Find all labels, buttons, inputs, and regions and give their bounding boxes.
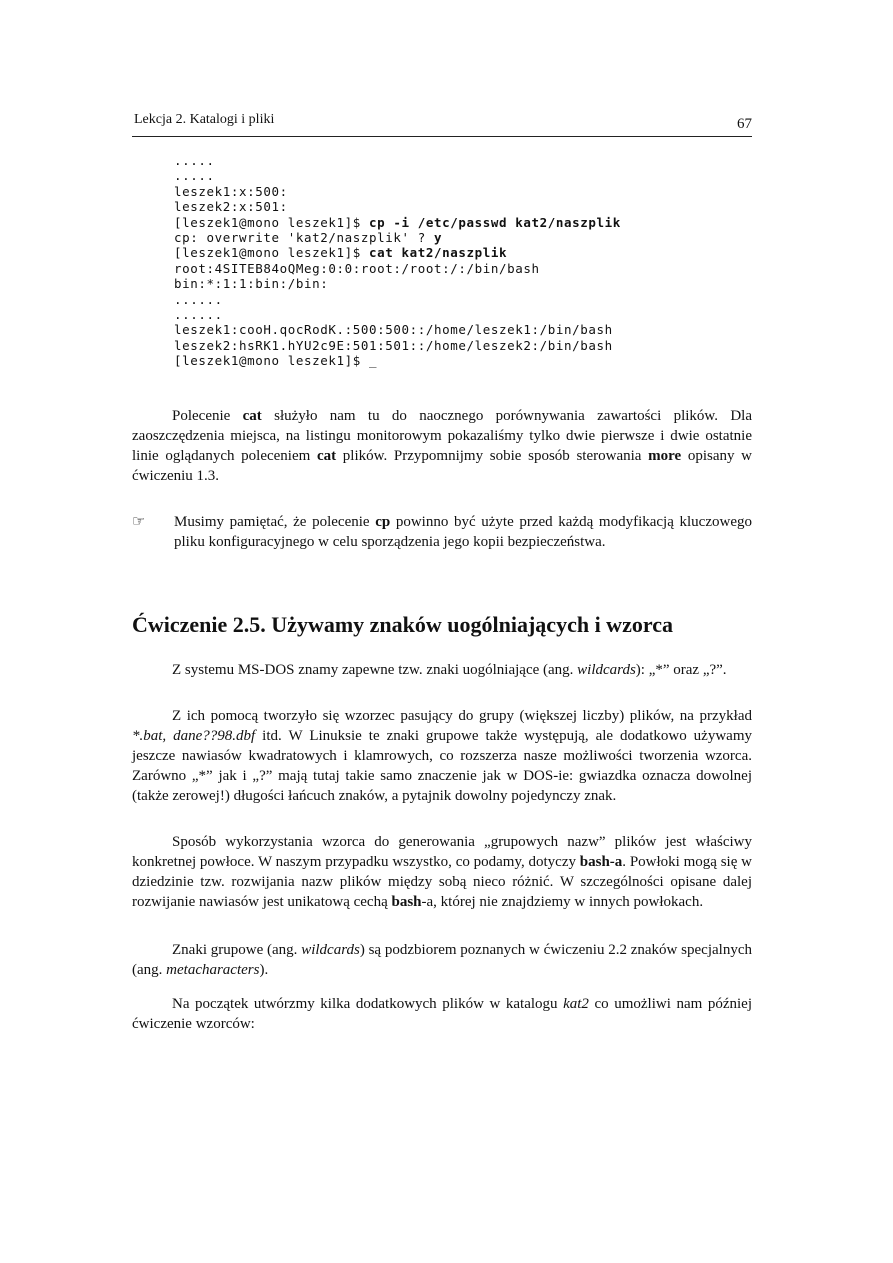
shell-prompt: [leszek1@mono leszek1]$ [174, 214, 370, 230]
paragraph-dos: Z systemu MS-DOS znamy zapewne tzw. znaki uogólniające (ang. wildcards): „*” oraz „?”. [172, 662, 727, 678]
listing-line [174, 245, 734, 260]
listing-line: leszek2:x:501: [174, 199, 288, 215]
running-title: Lekcja 2. Katalogi i pliki [134, 112, 275, 127]
listing-line: ..... [174, 168, 215, 184]
section-heading: Ćwiczenie 2.5. Używamy znaków uogólniających i wzorca [132, 612, 673, 637]
listing-line: root:4SITEB84oQMeg:0:0:root:/root:/:/bin/bash [174, 260, 540, 276]
listing-line: ..... [174, 153, 215, 168]
listing-line: bin:*:1:1:bin:/bin: [174, 276, 329, 292]
listing-line: ...... [174, 306, 223, 322]
listing-line [174, 230, 734, 245]
page-number: 67 [737, 116, 752, 132]
listing-line: ...... [174, 291, 223, 307]
listing-line [174, 215, 734, 230]
page-header [132, 110, 752, 137]
pointing-hand-icon: ☞ [132, 512, 146, 530]
shell-prompt: [leszek1@mono leszek1]$ [174, 245, 370, 261]
overwrite-prompt: cp: overwrite 'kat2/naszplik' ? [174, 229, 435, 245]
listing-line: leszek2:hsRK1.hYU2c9E:501:501::/home/leszek2:/bin/bash [174, 337, 613, 353]
paragraph-pattern: Z ich pomocą tworzyło się wzorzec pasujący do grupy (większej liczby) plików, na przykład *.bat, dane??98.dbf itd. W Linuksie te znaki grupowe także występują, ale dodatkowo używamy jeszcze nawiasów kwadratowych i klamrowych, co rozszerza nasze możliwości tworzenia wzorca. Zarówno „*” jak i „?” mają tutaj takie samo znaczenie jak w DOS-ie: gwiazdka oznacza dowolnej (także zerowej!) długości łańcuch znaków, a pytajnik dowolny pojedynczy znak. [132, 708, 753, 804]
listing-line: leszek1:cooH.qocRodK.:500:500::/home/leszek1:/bin/bash [174, 322, 613, 338]
terminal-listing [174, 153, 734, 368]
paragraph-cat: Polecenie cat służyło nam tu do naocznego porównywania zawartości plików. Dla zaoszczędzenia miejsca, na listingu monitorowym pokazaliśmy tylko dwie pierwsze i dwie ostatnie linie oglądanych poleceniem cat plików. Przypomnijmy sobie sposób sterowania more opisany w ćwiczeniu 1.3. [132, 408, 753, 484]
listing-line: [leszek1@mono leszek1]$ _ [174, 353, 378, 369]
note-text: Musimy pamiętać, że polecenie cp powinno być użyte przed każdą modyfikacją kluczowego pliku konfiguracyjnego w celu sporządzenia jego kopii bezpieczeństwa. [174, 514, 752, 550]
command-cp: cp -i /etc/passwd kat2/naszplik [369, 214, 621, 230]
paragraph-shell: Sposób wykorzystania wzorca do generowania „grupowych nazw” plików jest właściwy konkretnej powłoce. W naszym przypadku wszystko, co podamy, dotyczy bash-a. Powłoki mogą się w dziedzinie tzw. rozwijania nazw plików między sobą nieco różnić. W szczególności opisane dalej rozwijanie nawiasów jest unikatową cechą bash-a, której nie znajdziemy w innych powłokach. [132, 834, 752, 910]
answer-y: y [434, 229, 443, 245]
paragraph-start: Na początek utwórzmy kilka dodatkowych plików w katalogu kat2 co umożliwi nam później ćwiczenie wzorców: [132, 996, 752, 1032]
listing-line: leszek1:x:500: [174, 183, 288, 199]
paragraph-meta: Znaki grupowe (ang. wildcards) są podzbiorem poznanych w ćwiczeniu 2.2 znaków specjalnych (ang. metacharacters). [132, 942, 752, 978]
command-cat: cat kat2/naszplik [369, 245, 508, 261]
